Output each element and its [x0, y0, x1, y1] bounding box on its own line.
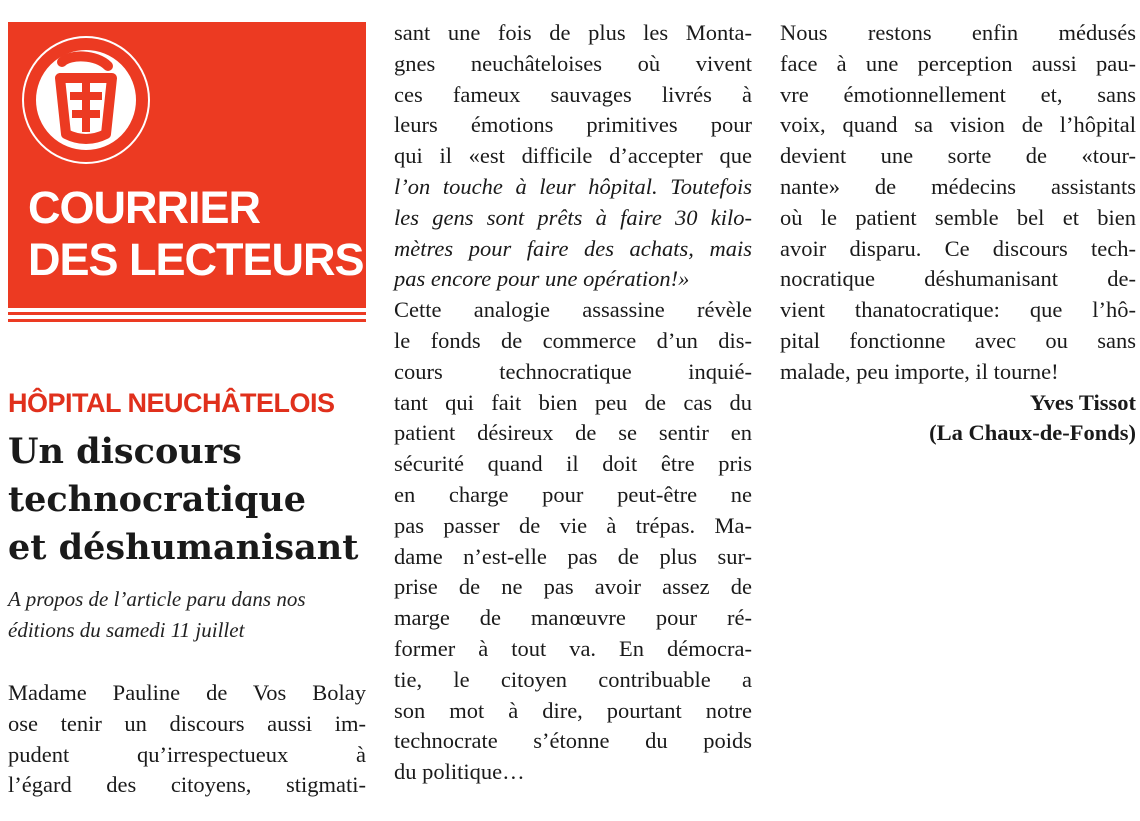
- body-line: du politique…: [394, 759, 525, 785]
- body-line: gnes neuchâteloises où vivent: [394, 50, 752, 76]
- body-line: devient une sorte de «tour-: [780, 143, 1136, 169]
- article-deck: [8, 584, 366, 646]
- headline-line: technocratique: [8, 479, 307, 520]
- body-line: technocrate s’étonne du poids: [394, 728, 752, 754]
- body-line: former à tout va. En démocra-: [394, 635, 752, 661]
- body-line: tie, le citoyen contribuable a: [394, 666, 752, 692]
- article-body-col3: [780, 18, 1136, 449]
- body-line: Cette analogie assassine révèle: [394, 297, 752, 323]
- deck-line: A propos de l’article paru dans nos: [8, 587, 306, 611]
- body-line: leurs émotions primitives pour: [394, 112, 752, 138]
- body-line: prise de ne pas avoir assez de: [394, 574, 752, 600]
- body-line: pudent qu’irrespectueux à: [8, 741, 366, 767]
- body-line: en charge pour peut-être ne: [394, 481, 752, 507]
- divider-rule: [8, 312, 366, 315]
- body-line: l’on touche à leur hôpital. Toutefois: [394, 173, 752, 199]
- body-line: ces fameux sauvages livrés à: [394, 81, 752, 107]
- body-line: voix, quand sa vision de l’hôpital: [780, 112, 1136, 138]
- article-body-col1: [8, 678, 366, 801]
- body-line: ose tenir un discours aussi im-: [8, 710, 366, 736]
- body-line: Nous restons enfin médusés: [780, 20, 1136, 45]
- body-line: les gens sont prêts à faire 30 kilo-: [394, 204, 752, 230]
- body-line: le fonds de commerce d’un dis-: [394, 327, 752, 353]
- body-line: cours technocratique inquié-: [394, 358, 752, 384]
- headline-line: Un discours: [8, 431, 242, 472]
- body-line: pital fonctionne avec ou sans: [780, 327, 1136, 353]
- article-body-col2: [394, 18, 752, 788]
- body-line: nante» de médecins assistants: [780, 173, 1136, 199]
- body-line: mètres pour faire des achats, mais: [394, 235, 752, 261]
- article-headline: [8, 428, 366, 572]
- rubric-banner: [8, 22, 366, 308]
- author-location: (La Chaux-de-Fonds): [929, 420, 1136, 446]
- body-line: avoir disparu. Ce discours tech-: [780, 235, 1136, 261]
- deck-line: éditions du samedi 11 juillet: [8, 618, 245, 642]
- body-line: nocratique déshumanisant de-: [780, 266, 1136, 292]
- body-line: face à une perception aussi pau-: [780, 50, 1136, 76]
- body-line: où le patient semble bel et bien: [780, 204, 1136, 230]
- body-line: patient désireux de se sentir en: [394, 420, 752, 446]
- body-line: sécurité quand il doit être pris: [394, 451, 752, 477]
- body-line: Madame Pauline de Vos Bolay: [8, 680, 366, 705]
- body-line: marge de manœuvre pour ré-: [394, 605, 752, 631]
- author-name: Yves Tissot: [1029, 389, 1136, 415]
- divider-rule: [8, 319, 366, 322]
- body-line: vient thanatocratique: que l’hô-: [780, 297, 1136, 323]
- rubric-title: COURRIER DES LECTEURS: [28, 182, 364, 285]
- body-line: dame n’est-elle pas de plus sur-: [394, 543, 752, 569]
- body-line: son mot à dire, pourtant notre: [394, 697, 752, 723]
- body-line: sant une fois de plus les Monta-: [394, 20, 752, 45]
- glass-icon: [22, 36, 150, 164]
- body-line: pas passer de vie à trépas. Ma-: [394, 512, 752, 538]
- body-line: qui il «est difficile d’accepter que: [394, 143, 752, 169]
- body-line: l’égard des citoyens, stigmati-: [8, 772, 366, 798]
- headline-line: et déshumanisant: [8, 527, 359, 568]
- body-line: pas encore pour une opération!»: [394, 266, 690, 292]
- body-line: vre émotionnellement et, sans: [780, 81, 1136, 107]
- article-kicker: HÔPITAL NEUCHÂTELOIS: [8, 388, 335, 418]
- body-line: tant qui fait bien peu de cas du: [394, 389, 752, 415]
- body-line: malade, peu importe, il tourne!: [780, 358, 1059, 384]
